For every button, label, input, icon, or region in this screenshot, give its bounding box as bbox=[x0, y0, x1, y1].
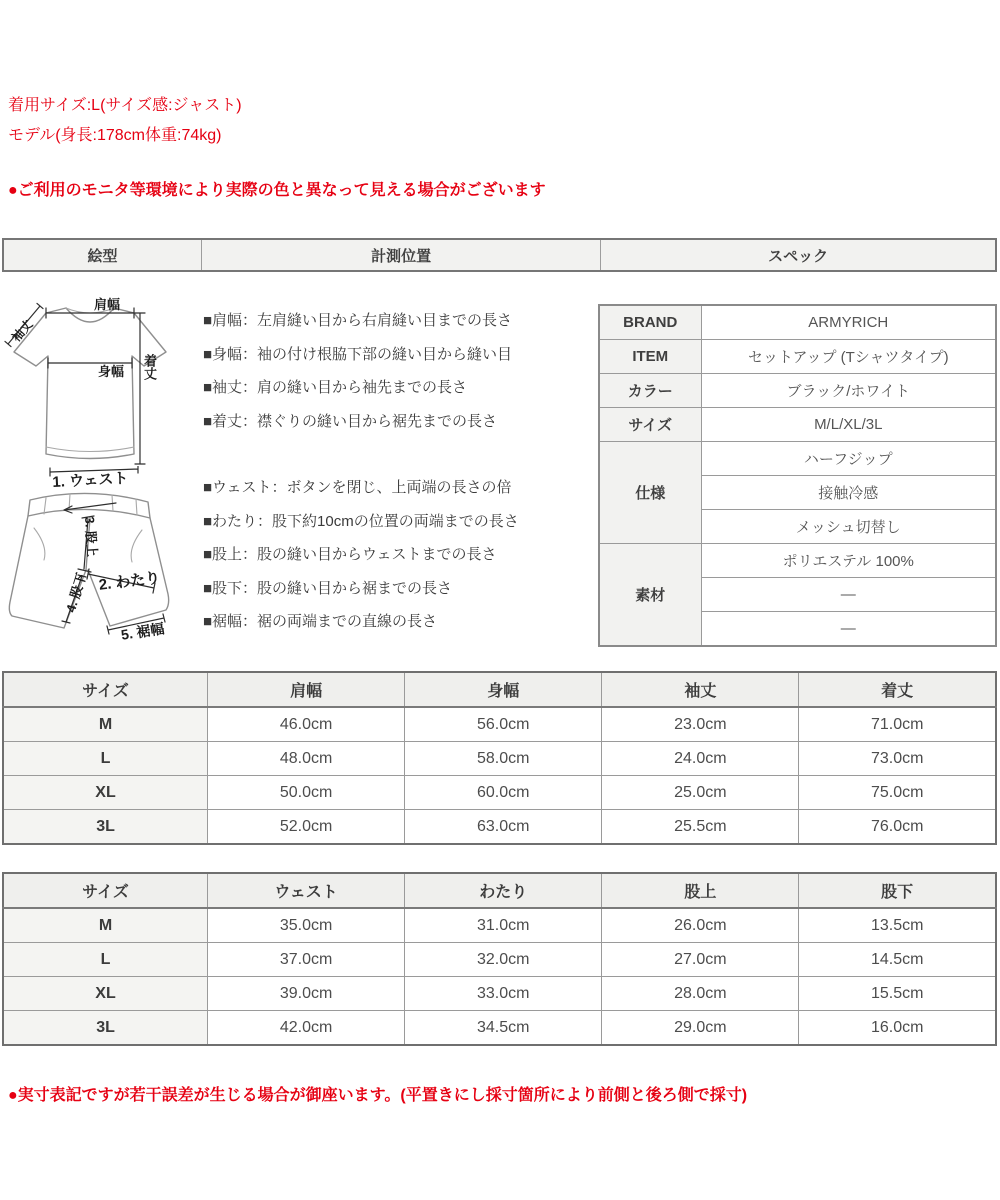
spec-label-brand: BRAND bbox=[599, 305, 701, 340]
table-row bbox=[599, 442, 996, 476]
spec-value-color: ブラック/ホワイト bbox=[701, 374, 996, 408]
cell: 63.0cm bbox=[405, 810, 602, 845]
spec-value-material-3: ― bbox=[701, 612, 996, 647]
size-table-bottoms bbox=[2, 872, 997, 1046]
bottoms-header-size: サイズ bbox=[3, 873, 208, 908]
cell: 46.0cm bbox=[208, 707, 405, 742]
spec-table bbox=[598, 304, 997, 647]
table-row bbox=[599, 374, 996, 408]
header-col-spec: スペック bbox=[601, 239, 996, 271]
spec-value-feature-1: ハーフジップ bbox=[701, 442, 996, 476]
bottoms-header-rise: 股上 bbox=[602, 873, 799, 908]
cell: 25.0cm bbox=[602, 776, 799, 810]
spec-value-feature-3: メッシュ切替し bbox=[701, 510, 996, 544]
bottoms-size-xl: XL bbox=[3, 977, 208, 1011]
cell: 52.0cm bbox=[208, 810, 405, 845]
bottoms-header-inseam: 股下 bbox=[799, 873, 996, 908]
cell: 25.5cm bbox=[602, 810, 799, 845]
bottoms-header-waist: ウェスト bbox=[208, 873, 405, 908]
measure-note-sleeve: ■袖丈：肩の縫い目から袖先までの長さ bbox=[203, 379, 468, 397]
tops-header-length: 着丈 bbox=[799, 672, 996, 707]
body-length-label: 着丈 bbox=[142, 354, 157, 380]
inseam-label: 4. 股下 bbox=[63, 571, 90, 615]
monitor-color-note: ●ご利用のモニタ等環境により実際の色と異なって見える場合がございます bbox=[8, 182, 546, 199]
cell: 73.0cm bbox=[799, 742, 996, 776]
table-row bbox=[599, 305, 996, 340]
tops-header-chest: 身幅 bbox=[405, 672, 602, 707]
cell: 50.0cm bbox=[208, 776, 405, 810]
cell: 32.0cm bbox=[405, 943, 602, 977]
cell: 75.0cm bbox=[799, 776, 996, 810]
table-row bbox=[599, 408, 996, 442]
tops-header-sleeve: 袖丈 bbox=[602, 672, 799, 707]
measure-note-rise: ■股上：股の縫い目からウェストまでの長さ bbox=[203, 546, 497, 564]
table-row bbox=[3, 977, 996, 1011]
cell: 34.5cm bbox=[405, 1011, 602, 1046]
tops-size-m: M bbox=[3, 707, 208, 742]
measure-note-length: ■着丈：襟ぐりの縫い目から裾先までの長さ bbox=[203, 412, 498, 430]
chest-width-label: 身幅 bbox=[98, 364, 125, 379]
cell: 76.0cm bbox=[799, 810, 996, 845]
measure-note-hem: ■裾幅：裾の両端までの直線の長さ bbox=[203, 613, 438, 631]
model-info-note: モデル(身長:178cm体重:74kg) bbox=[8, 127, 222, 144]
cell: 39.0cm bbox=[208, 977, 405, 1011]
spec-value-material-1: ポリエステル 100% bbox=[701, 544, 996, 578]
cell: 13.5cm bbox=[799, 908, 996, 943]
cell: 28.0cm bbox=[602, 977, 799, 1011]
wearing-size-note: 着用サイズ:L(サイズ感:ジャスト) bbox=[8, 97, 242, 114]
table-row bbox=[3, 943, 996, 977]
sleeve-length-label: 袖丈 bbox=[9, 317, 36, 345]
table-row bbox=[3, 776, 996, 810]
measure-header-table bbox=[2, 238, 997, 272]
table-row bbox=[599, 340, 996, 374]
table-row bbox=[3, 908, 996, 943]
spec-label-item: ITEM bbox=[599, 340, 701, 374]
header-col-drawing: 絵型 bbox=[3, 239, 202, 271]
tops-header-shoulder: 肩幅 bbox=[208, 672, 405, 707]
cell: 48.0cm bbox=[208, 742, 405, 776]
cell: 27.0cm bbox=[602, 943, 799, 977]
cell: 56.0cm bbox=[405, 707, 602, 742]
cell: 33.0cm bbox=[405, 977, 602, 1011]
cell: 14.5cm bbox=[799, 943, 996, 977]
spec-label-color: カラー bbox=[599, 374, 701, 408]
measure-note-shoulder: ■肩幅：左肩縫い目から右肩縫い目までの長さ bbox=[203, 312, 513, 330]
cell: 23.0cm bbox=[602, 707, 799, 742]
spec-value-size: M/L/XL/3L bbox=[701, 408, 996, 442]
bottoms-size-m: M bbox=[3, 908, 208, 943]
spec-value-material-2: ― bbox=[701, 578, 996, 612]
table-row bbox=[3, 1011, 996, 1046]
size-table-tops bbox=[2, 671, 997, 845]
shoulder-width-label: 肩幅 bbox=[94, 297, 121, 312]
measure-notes-tops bbox=[203, 303, 603, 437]
bottoms-size-3l: 3L bbox=[3, 1011, 208, 1046]
measure-note-inseam: ■股下：股の縫い目から裾までの長さ bbox=[203, 579, 453, 597]
spec-label-features: 仕様 bbox=[599, 442, 701, 544]
cell: 15.5cm bbox=[799, 977, 996, 1011]
bottoms-header-watari: わたり bbox=[405, 873, 602, 908]
hem-width-label: 5. 裾幅 bbox=[119, 620, 166, 643]
spec-value-item: セットアップ (Tシャツタイプ) bbox=[701, 340, 996, 374]
cell: 58.0cm bbox=[405, 742, 602, 776]
spec-value-brand: ARMYRICH bbox=[701, 305, 996, 340]
cell: 24.0cm bbox=[602, 742, 799, 776]
table-row bbox=[3, 742, 996, 776]
table-header-row bbox=[3, 873, 996, 908]
tops-header-size: サイズ bbox=[3, 672, 208, 707]
table-row bbox=[3, 707, 996, 742]
cell: 37.0cm bbox=[208, 943, 405, 977]
cell: 35.0cm bbox=[208, 908, 405, 943]
tops-size-3l: 3L bbox=[3, 810, 208, 845]
tops-size-xl: XL bbox=[3, 776, 208, 810]
rise-label: 3. 股上 bbox=[82, 515, 100, 558]
table-row bbox=[3, 810, 996, 845]
table-header-row bbox=[3, 672, 996, 707]
measurement-tolerance-note: ●実寸表記ですが若干誤差が生じる場合が御座います。(平置きにし採寸箇所により前側と後ろ側で採寸) bbox=[8, 1087, 748, 1104]
measure-note-waist: ■ウェスト：ボタンを閉じ、上両端の長さの倍 bbox=[203, 479, 512, 497]
cell: 31.0cm bbox=[405, 908, 602, 943]
tops-size-l: L bbox=[3, 742, 208, 776]
spec-label-material: 素材 bbox=[599, 544, 701, 647]
measure-notes-bottoms bbox=[203, 470, 603, 638]
cell: 60.0cm bbox=[405, 776, 602, 810]
header-col-measure-position: 計測位置 bbox=[202, 239, 601, 271]
bottoms-size-l: L bbox=[3, 943, 208, 977]
cell: 29.0cm bbox=[602, 1011, 799, 1046]
measure-note-watari: ■わたり：股下約10cmの位置の両端までの長さ bbox=[203, 512, 519, 530]
cell: 42.0cm bbox=[208, 1011, 405, 1046]
waist-label: 1. ウェスト bbox=[51, 470, 129, 491]
watari-label: 2. わたり bbox=[97, 569, 162, 594]
tshirt-diagram bbox=[2, 296, 172, 472]
shorts-diagram bbox=[2, 466, 177, 658]
spec-label-size: サイズ bbox=[599, 408, 701, 442]
cell: 71.0cm bbox=[799, 707, 996, 742]
cell: 16.0cm bbox=[799, 1011, 996, 1046]
spec-value-feature-2: 接触冷感 bbox=[701, 476, 996, 510]
cell: 26.0cm bbox=[602, 908, 799, 943]
table-row bbox=[599, 544, 996, 578]
measure-note-chest: ■身幅：袖の付け根脇下部の縫い目から縫い目 bbox=[203, 345, 513, 363]
